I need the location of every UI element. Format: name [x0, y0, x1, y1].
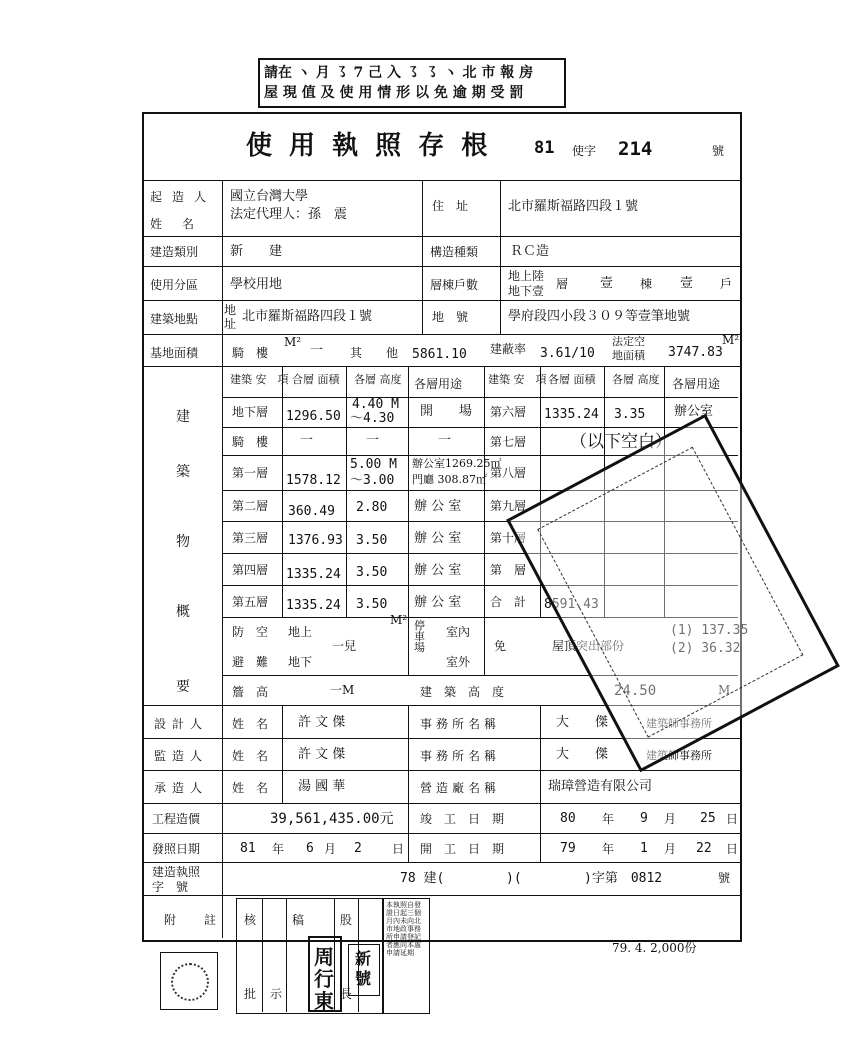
- use-zone-value: 學校用地: [230, 277, 283, 292]
- legal-space-label-1: 法定空: [612, 335, 645, 348]
- header-area-right: 各層 面積: [548, 373, 596, 386]
- height-floor-2: 2.80: [356, 500, 388, 515]
- month-unit: 月: [664, 842, 677, 856]
- coverage-value: 3.61/10: [540, 346, 595, 361]
- designer-name-label: 姓 名: [232, 717, 269, 731]
- eave-value: 一M: [330, 683, 355, 697]
- header-height-right: 各層 高度: [612, 373, 660, 386]
- start-year: 79: [560, 841, 576, 856]
- floor-6: 第六層: [490, 405, 527, 419]
- header-floor-left: 建築 安 項: [230, 373, 289, 386]
- height-floor-6: 3.35: [614, 407, 646, 422]
- overview-label-4: 概: [176, 604, 190, 620]
- floor-3: 第三層: [232, 531, 269, 545]
- parking-dash: 免: [494, 639, 507, 653]
- overview-label-3: 物: [176, 534, 190, 550]
- structure-value: ＲＣ造: [510, 244, 550, 259]
- day-unit: 日: [726, 812, 739, 826]
- contractor-firm: 瑞璋營造有限公司: [548, 779, 653, 794]
- use-floor-4: 辦 公 室: [414, 563, 462, 578]
- area-floor-5: 1335.24: [286, 598, 341, 613]
- build-type-value: 新 建: [230, 244, 283, 259]
- signoff-label-2: 稿: [292, 913, 305, 927]
- rule: [142, 862, 740, 863]
- month-unit: 月: [664, 812, 677, 826]
- rule: [408, 366, 409, 675]
- owner-label-2: 姓名: [150, 217, 215, 231]
- rule: [222, 397, 738, 398]
- designer-office-label: 事務所名稱: [420, 717, 501, 731]
- height-arcade: 一: [366, 433, 380, 448]
- area-basement: 1296.50: [286, 409, 341, 424]
- form-title: 使 用 執 照 存 根: [246, 131, 492, 161]
- build-permit-suffix: )字第 0812: [584, 871, 663, 886]
- floor-7: 第七層: [490, 435, 527, 449]
- shelter-below: 地下: [288, 655, 313, 669]
- remarks-label: 附 註: [164, 913, 225, 927]
- rule: [142, 334, 740, 335]
- signoff-label-3: 股: [340, 913, 353, 927]
- coverage-label: 建蔽率: [490, 342, 527, 356]
- shelter-label-1: 防 空: [232, 625, 269, 639]
- use-floor-3: 辦 公 室: [414, 531, 462, 546]
- small-seal-text: 新號: [355, 949, 372, 988]
- vertical-note-box: [382, 898, 430, 1014]
- building-height-value: 24.50: [614, 683, 657, 699]
- parking-indoor: 室內: [446, 625, 471, 639]
- build-type-label: 建造類別: [150, 245, 199, 259]
- completion-month: 9: [640, 811, 648, 826]
- floor-arcade: 騎 樓: [232, 435, 269, 449]
- completion-year: 80: [560, 811, 576, 826]
- supervisor-office: 大 傑: [556, 747, 609, 762]
- shelter-label-2: 避 難: [232, 655, 269, 669]
- height-floor-1: 5.00 M: [350, 457, 397, 472]
- building-height-unit: M: [718, 683, 731, 697]
- header-use-left: 各層用途: [414, 377, 463, 391]
- build-permit-prefix: 78 建(: [400, 871, 445, 886]
- build-permit-hao: 號: [718, 871, 731, 885]
- use-floor-6: 辦公室: [674, 404, 714, 419]
- legal-space-label-2: 地面積: [612, 349, 645, 362]
- floor-blank: 第 層: [490, 563, 527, 577]
- month-unit: 月: [324, 842, 337, 856]
- floor-10: 第十層: [490, 531, 527, 545]
- land-number-label: 地 號: [432, 310, 469, 324]
- designer-name: 許 文 傑: [298, 715, 346, 730]
- signoff-label-5: 批: [244, 987, 257, 1001]
- issue-month: 6: [306, 841, 314, 856]
- day-unit: 日: [392, 842, 405, 856]
- base-area-label: 基地面積: [150, 346, 199, 360]
- use-floor-1-2: 門廳 308.87㎡: [412, 473, 487, 486]
- rule: [142, 236, 740, 237]
- use-zone-label: 使用分區: [150, 278, 199, 292]
- rule: [142, 803, 740, 804]
- rule: [222, 427, 738, 428]
- roof-value-1: (1) 137.35: [670, 623, 749, 638]
- area-floor-6: 1335.24: [544, 407, 599, 422]
- year-unit: 年: [602, 842, 615, 856]
- rule: [422, 180, 423, 334]
- official-seal-stamp: [308, 936, 342, 1012]
- shelter-dash: 一兒: [332, 639, 357, 653]
- other-label: 其 他: [350, 346, 399, 360]
- shelter-above: 地上: [288, 625, 313, 639]
- supervisor-name: 許 文 傑: [298, 747, 346, 762]
- notice-line-2: 屋 現 值 及 使 用 情 形 以 免 逾 期 受 罰: [264, 85, 524, 101]
- site-address-value: 北市羅斯福路四段１號: [242, 309, 373, 324]
- structure-label: 構造種類: [430, 245, 479, 259]
- use-floor-2: 辦 公 室: [414, 499, 462, 514]
- issue-year: 81: [240, 841, 256, 856]
- cost-value: 39,561,435.00元: [270, 811, 394, 827]
- fingerprint-mark: [171, 963, 209, 1001]
- year-unit: 年: [602, 812, 615, 826]
- rule: [484, 366, 485, 675]
- supervisor-label: 監造人: [154, 749, 209, 763]
- floor-basement: 地下層: [232, 405, 269, 419]
- rule: [142, 833, 740, 834]
- roof-value-2: (2) 36.32: [670, 641, 741, 656]
- contractor-firm-label: 營造廠名稱: [420, 781, 501, 795]
- roof-label: 屋頂突出部份: [552, 639, 625, 653]
- overview-label-5: 要: [176, 679, 190, 695]
- area-floor-3: 1376.93: [288, 533, 343, 548]
- eave-label: 簷 高: [232, 685, 269, 699]
- rule: [540, 705, 541, 862]
- day-unit: 日: [726, 842, 739, 856]
- height-floor-3: 3.50: [356, 533, 388, 548]
- cost-label: 工程造價: [152, 812, 201, 826]
- site-address-sub-1: 地: [224, 303, 237, 317]
- floors-label: 層棟戶數: [430, 278, 479, 292]
- blank-note: （以下空白）: [570, 432, 672, 452]
- floors-dong-value: 壹: [600, 276, 614, 291]
- rule: [142, 770, 740, 771]
- issue-day: 2: [354, 841, 362, 856]
- rule: [142, 300, 740, 301]
- build-permit-mid: )(: [506, 871, 522, 886]
- overview-label-2: 築: [176, 464, 190, 480]
- issue-date-label: 發照日期: [152, 842, 201, 856]
- signoff-label-6: 示: [270, 987, 283, 1001]
- owner-name: 國立台灣大學: [230, 189, 309, 204]
- use-floor-1: 辦公室1269.25㎡: [412, 457, 502, 470]
- completion-label: 竣 工 日 期: [420, 812, 505, 826]
- floor-4: 第四層: [232, 563, 269, 577]
- contractor-name-label: 姓 名: [232, 781, 269, 795]
- land-number-value: 學府段四小段３０９等壹筆地號: [508, 309, 691, 324]
- permit-year: 81: [534, 138, 555, 158]
- qilou-value: 一: [310, 343, 324, 358]
- supervisor-office-label: 事務所名稱: [420, 749, 501, 763]
- header-floor-right: 建築 安 項: [488, 373, 547, 386]
- floors-below: 地下壹: [508, 284, 545, 298]
- area-floor-2: 360.49: [288, 504, 335, 519]
- height-basement-2: ～4.30: [350, 411, 395, 426]
- header-area-left: 合層 面積: [292, 373, 340, 386]
- legal-space-value: 3747.83: [668, 345, 723, 360]
- supervisor-name-label: 姓 名: [232, 749, 269, 763]
- notice-stamp: [258, 58, 566, 108]
- owner-representative: 法定代理人：孫 震: [230, 207, 348, 222]
- parking-outdoor: 室外: [446, 655, 471, 669]
- floor-9: 第九層: [490, 499, 527, 513]
- year-unit: 年: [272, 842, 285, 856]
- site-address-label: 建築地點: [150, 312, 199, 326]
- small-seal-stamp: [348, 944, 380, 996]
- floors-ceng: 層: [556, 277, 569, 291]
- supervisor-office-tail: 建築師事務所: [646, 749, 712, 762]
- floor-8: 第八層: [490, 466, 527, 480]
- address-label: 住 址: [432, 199, 469, 213]
- floor-total: 合 計: [490, 595, 527, 609]
- floors-above: 地上陸: [508, 269, 545, 283]
- use-arcade: 一: [438, 433, 452, 448]
- rule: [282, 705, 283, 803]
- rule: [142, 895, 740, 896]
- form-number: 79. 4. 2,000份: [612, 941, 697, 955]
- notice-line-1: 請在 ヽ 月 ㇌ 7 己 入 ㇌ ㇌ ヽ 北 市 報 房: [264, 65, 534, 81]
- rule: [262, 898, 263, 1012]
- build-permit-label-1: 建造執照: [152, 865, 201, 879]
- permit-suffix: 號: [712, 144, 725, 158]
- vertical-note-text: 本執照自發證日起三個月內未向北市地政事務所申請登記者應向本處申請延期: [386, 901, 421, 957]
- floors-dong: 棟: [640, 277, 653, 291]
- floor-2: 第二層: [232, 499, 269, 513]
- rule: [142, 180, 740, 181]
- floors-hu: 戶: [720, 277, 733, 291]
- other-value: 5861.10: [412, 347, 467, 362]
- rule: [346, 366, 347, 617]
- floor-1: 第一層: [232, 466, 269, 480]
- owner-label-1: 起造人: [150, 190, 217, 204]
- height-floor-5: 3.50: [356, 597, 388, 612]
- permit-word: 使字: [572, 144, 597, 158]
- designer-office: 大 傑: [556, 715, 609, 730]
- designer-office-tail: 建築師事務所: [646, 717, 712, 730]
- rule: [142, 266, 740, 267]
- permit-number: 214: [618, 138, 653, 160]
- qilou-label: 騎 樓: [232, 346, 269, 360]
- build-permit-label-2: 字 號: [152, 880, 189, 894]
- site-address-sub-2: 址: [224, 317, 237, 331]
- height-basement: 4.40 M: [352, 397, 399, 412]
- signoff-label-4: 長: [340, 987, 353, 1001]
- contractor-label: 承造人: [154, 781, 209, 795]
- rule: [142, 366, 740, 367]
- m2-unit: M²: [284, 335, 302, 349]
- rule: [222, 180, 223, 938]
- rule: [500, 180, 501, 334]
- start-date-label: 開 工 日 期: [420, 842, 505, 856]
- area-floor-1: 1578.12: [286, 473, 341, 488]
- header-height-left: 各層 高度: [354, 373, 402, 386]
- use-basement: 開 場: [420, 404, 473, 419]
- start-day: 22: [696, 841, 712, 856]
- signoff-label-1: 核: [244, 913, 257, 927]
- m2-unit: M²: [722, 333, 740, 347]
- area-floor-4: 1335.24: [286, 567, 341, 582]
- address-value: 北市羅斯福路四段１號: [508, 199, 639, 214]
- rule: [408, 705, 409, 862]
- seal-text: 周行東: [314, 945, 334, 1013]
- rule: [286, 898, 287, 1012]
- fingerprint-box: [160, 952, 218, 1010]
- contractor-name: 湯 國 華: [298, 779, 346, 794]
- use-floor-5: 辦 公 室: [414, 595, 462, 610]
- m2-unit: M²: [390, 613, 408, 627]
- height-floor-4: 3.50: [356, 565, 388, 580]
- start-month: 1: [640, 841, 648, 856]
- overview-label-1: 建: [176, 409, 190, 425]
- rule: [282, 366, 283, 617]
- completion-day: 25: [700, 811, 716, 826]
- area-total: 8591.43: [544, 597, 599, 612]
- floors-hu-value: 壹: [680, 276, 694, 291]
- building-height-label: 建 築 高 度: [420, 685, 505, 699]
- header-use-right: 各層用途: [672, 377, 721, 391]
- designer-label: 設計人: [154, 717, 209, 731]
- height-floor-1-2: ～3.00: [350, 473, 395, 488]
- parking-label: 停車場: [414, 619, 425, 654]
- floor-5: 第五層: [232, 595, 269, 609]
- area-arcade: 一: [300, 433, 314, 448]
